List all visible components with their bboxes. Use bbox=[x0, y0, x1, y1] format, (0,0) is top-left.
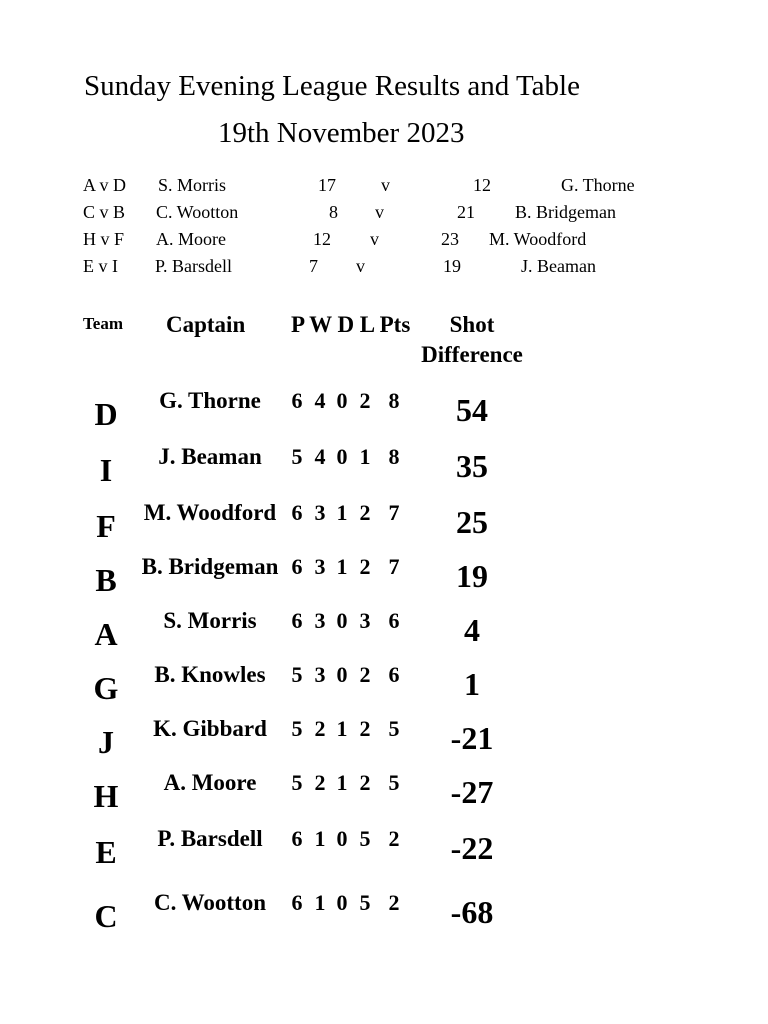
won-count: 1 bbox=[314, 826, 326, 851]
header-pwdl-pts: P W D L Pts bbox=[291, 312, 411, 337]
points: 2 bbox=[388, 826, 400, 851]
table-row bbox=[0, 444, 768, 488]
table-header bbox=[0, 310, 768, 380]
team-letter: A bbox=[94, 616, 118, 652]
page-date: 19th November 2023 bbox=[218, 117, 465, 149]
points: 6 bbox=[388, 662, 400, 687]
result-away-score: 21 bbox=[457, 202, 475, 222]
table-row bbox=[0, 716, 768, 760]
table-row bbox=[0, 826, 768, 870]
result-vs: v bbox=[370, 229, 379, 249]
shot-difference: -21 bbox=[450, 720, 494, 756]
team-captain: J. Beaman bbox=[158, 444, 262, 469]
team-captain: M. Woodford bbox=[143, 500, 277, 525]
header-captain: Captain bbox=[166, 312, 246, 337]
result-vs: v bbox=[381, 175, 390, 195]
played-count: 6 bbox=[291, 388, 303, 413]
team-letter: E bbox=[95, 834, 117, 870]
table-row bbox=[0, 770, 768, 814]
result-away-captain: M. Woodford bbox=[489, 229, 587, 249]
shot-difference: -22 bbox=[450, 830, 494, 866]
result-match: C v B bbox=[83, 202, 126, 222]
drawn-count: 0 bbox=[336, 388, 348, 413]
result-home-score: 12 bbox=[313, 229, 331, 249]
team-captain: B. Bridgeman bbox=[141, 554, 279, 579]
team-captain: B. Knowles bbox=[154, 662, 266, 687]
team-letter: F bbox=[96, 508, 116, 544]
drawn-count: 0 bbox=[336, 444, 348, 469]
header-shot: Shot bbox=[449, 312, 495, 337]
played-count: 6 bbox=[291, 826, 303, 851]
table-row bbox=[0, 388, 768, 432]
won-count: 4 bbox=[314, 444, 326, 469]
shot-difference: 4 bbox=[464, 612, 480, 648]
points: 5 bbox=[388, 770, 400, 795]
played-count: 6 bbox=[291, 500, 303, 525]
team-letter: C bbox=[94, 898, 118, 934]
won-count: 3 bbox=[314, 554, 326, 579]
team-letter: I bbox=[99, 452, 113, 488]
result-match: H v F bbox=[83, 229, 125, 249]
result-match: E v I bbox=[83, 256, 118, 276]
won-count: 3 bbox=[314, 500, 326, 525]
lost-count: 5 bbox=[359, 890, 371, 915]
page-title: Sunday Evening League Results and Table bbox=[84, 70, 580, 102]
lost-count: 2 bbox=[359, 388, 371, 413]
shot-difference: -27 bbox=[450, 774, 494, 810]
result-away-captain: B. Bridgeman bbox=[515, 202, 616, 222]
header-difference: Difference bbox=[421, 342, 523, 367]
team-letter: B bbox=[95, 562, 117, 598]
team-captain: G. Thorne bbox=[159, 388, 261, 413]
team-letter: H bbox=[93, 778, 119, 814]
result-home-score: 17 bbox=[318, 175, 336, 195]
won-count: 3 bbox=[314, 662, 326, 687]
drawn-count: 0 bbox=[336, 608, 348, 633]
won-count: 1 bbox=[314, 890, 326, 915]
result-match: A v D bbox=[83, 175, 127, 195]
result-home-score: 7 bbox=[309, 256, 318, 276]
shot-difference: 1 bbox=[464, 666, 480, 702]
lost-count: 5 bbox=[359, 826, 371, 851]
team-captain: P. Barsdell bbox=[157, 826, 263, 851]
result-away-score: 12 bbox=[473, 175, 491, 195]
result-row bbox=[0, 256, 768, 283]
drawn-count: 1 bbox=[336, 770, 348, 795]
table-row bbox=[0, 500, 768, 544]
result-row bbox=[0, 175, 768, 202]
team-captain: C. Wootton bbox=[153, 890, 267, 915]
table-row bbox=[0, 890, 768, 934]
shot-difference: 25 bbox=[456, 504, 488, 540]
lost-count: 2 bbox=[359, 554, 371, 579]
won-count: 2 bbox=[314, 770, 326, 795]
shot-difference: 19 bbox=[456, 558, 488, 594]
drawn-count: 1 bbox=[336, 554, 348, 579]
drawn-count: 0 bbox=[336, 662, 348, 687]
result-home-captain: A. Moore bbox=[156, 229, 226, 249]
team-letter: J bbox=[98, 724, 114, 760]
header-team: Team bbox=[83, 314, 123, 333]
result-home-captain: S. Morris bbox=[158, 175, 227, 195]
points: 7 bbox=[388, 554, 400, 579]
team-captain: K. Gibbard bbox=[153, 716, 267, 741]
drawn-count: 1 bbox=[336, 500, 348, 525]
result-away-score: 23 bbox=[441, 229, 459, 249]
played-count: 6 bbox=[291, 554, 303, 579]
result-away-captain: J. Beaman bbox=[521, 256, 596, 276]
team-captain: S. Morris bbox=[163, 608, 257, 633]
won-count: 3 bbox=[314, 608, 326, 633]
points: 8 bbox=[388, 444, 400, 469]
points: 8 bbox=[388, 388, 400, 413]
table-row bbox=[0, 608, 768, 652]
shot-difference: 35 bbox=[456, 448, 488, 484]
points: 2 bbox=[388, 890, 400, 915]
result-row bbox=[0, 229, 768, 256]
lost-count: 1 bbox=[359, 444, 371, 469]
shot-difference: -68 bbox=[450, 894, 494, 930]
result-away-captain: G. Thorne bbox=[561, 175, 635, 195]
shot-difference: 54 bbox=[456, 392, 488, 428]
table-row bbox=[0, 554, 768, 598]
standings-table bbox=[0, 380, 768, 940]
played-count: 5 bbox=[291, 662, 303, 687]
played-count: 5 bbox=[291, 770, 303, 795]
points: 7 bbox=[388, 500, 400, 525]
played-count: 6 bbox=[291, 608, 303, 633]
lost-count: 2 bbox=[359, 716, 371, 741]
lost-count: 2 bbox=[359, 500, 371, 525]
result-home-score: 8 bbox=[329, 202, 338, 222]
lost-count: 3 bbox=[359, 608, 371, 633]
team-letter: G bbox=[93, 670, 119, 706]
played-count: 5 bbox=[291, 444, 303, 469]
team-captain: A. Moore bbox=[163, 770, 257, 795]
lost-count: 2 bbox=[359, 770, 371, 795]
lost-count: 2 bbox=[359, 662, 371, 687]
played-count: 6 bbox=[291, 890, 303, 915]
result-vs: v bbox=[375, 202, 384, 222]
result-home-captain: C. Wootton bbox=[156, 202, 239, 222]
points: 5 bbox=[388, 716, 400, 741]
result-away-score: 19 bbox=[443, 256, 461, 276]
team-letter: D bbox=[94, 396, 118, 432]
drawn-count: 0 bbox=[336, 890, 348, 915]
points: 6 bbox=[388, 608, 400, 633]
won-count: 2 bbox=[314, 716, 326, 741]
results-list bbox=[0, 175, 768, 283]
result-vs: v bbox=[356, 256, 365, 276]
won-count: 4 bbox=[314, 388, 326, 413]
played-count: 5 bbox=[291, 716, 303, 741]
result-home-captain: P. Barsdell bbox=[155, 256, 233, 276]
drawn-count: 0 bbox=[336, 826, 348, 851]
drawn-count: 1 bbox=[336, 716, 348, 741]
table-row bbox=[0, 662, 768, 706]
result-row bbox=[0, 202, 768, 229]
